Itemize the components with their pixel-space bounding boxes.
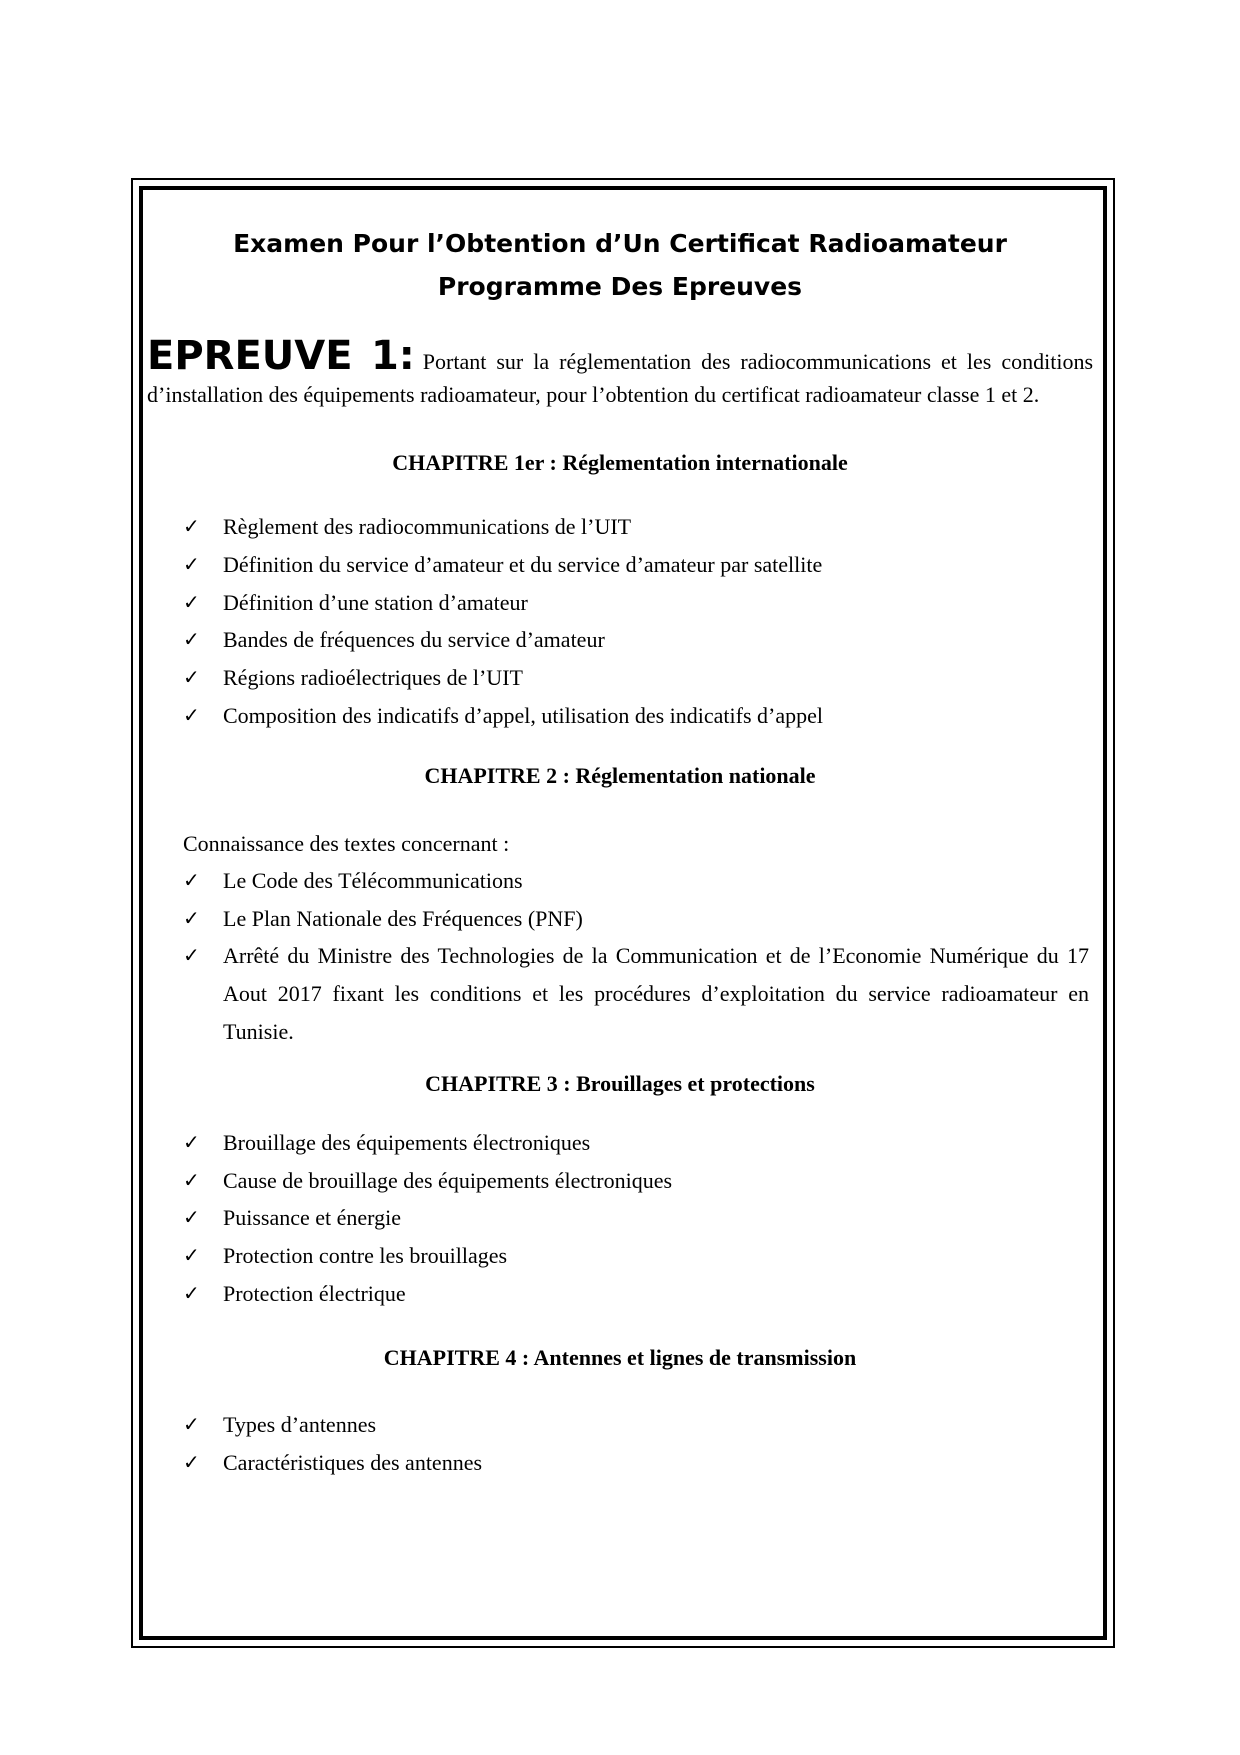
list-item: ✓ Cause de brouillage des équipements électroniques [147, 1162, 1093, 1200]
chapter-2-list [147, 862, 1093, 1051]
list-item: ✓ Puissance et énergie [147, 1199, 1093, 1237]
check-icon: ✓ [183, 1205, 200, 1230]
list-item: ✓ Caractéristiques des antennes [147, 1444, 1093, 1482]
list-item: ✓ Arrêté du Ministre des Technologies de la Communication et de l’Economie Numérique du 17 Aout 2017 fixant les conditions et les procédures d’exploitation du service radioamateur en Tunisie. [147, 937, 1093, 1050]
document-title-line2: Programme Des Epreuves [437, 272, 803, 301]
check-icon: ✓ [183, 589, 200, 614]
check-icon: ✓ [183, 1243, 200, 1268]
check-icon: ✓ [183, 867, 200, 892]
check-icon: ✓ [183, 665, 200, 690]
epreuve-label: EPREUVE 1: [147, 333, 415, 379]
list-item: ✓ Définition du service d’amateur et du service d’amateur par satellite [147, 546, 1093, 584]
check-icon: ✓ [183, 1411, 200, 1436]
chapter-2-title: CHAPITRE 2 : Réglementation nationale [424, 762, 816, 788]
epreuve-text: Portant sur la réglementation des radiocommunications et les conditions d’installation des équipements radioamateur, pour l’obtention du certificat radioamateur classe 1 et 2. [147, 349, 1094, 407]
list-item: ✓ Protection électrique [147, 1275, 1093, 1313]
check-icon: ✓ [183, 627, 200, 652]
document-title-line1: Examen Pour l’Obtention d’Un Certificat Radioamateur [233, 229, 1007, 258]
check-icon: ✓ [183, 1129, 200, 1154]
list-item: ✓ Règlement des radiocommunications de l’UIT [147, 508, 1093, 546]
chapter-4-list [147, 1406, 1093, 1482]
list-item: ✓ Protection contre les brouillages [147, 1237, 1093, 1275]
document-content [147, 222, 1093, 1481]
epreuve-paragraph [147, 333, 1094, 411]
list-item: ✓ Types d’antennes [147, 1406, 1093, 1444]
list-item: ✓ Composition des indicatifs d’appel, utilisation des indicatifs d’appel [147, 697, 1093, 735]
check-icon: ✓ [183, 905, 200, 930]
check-icon: ✓ [183, 702, 200, 727]
check-icon: ✓ [183, 943, 200, 968]
list-item: ✓ Bandes de fréquences du service d’amateur [147, 621, 1093, 659]
check-icon: ✓ [183, 1280, 200, 1305]
chapter-4-title: CHAPITRE 4 : Antennes et lignes de transmission [383, 1344, 857, 1370]
chapter-1-list [147, 508, 1093, 735]
check-icon: ✓ [183, 551, 200, 576]
check-icon: ✓ [183, 1449, 200, 1474]
chapter-3-list [147, 1124, 1093, 1313]
chapter-1-title: CHAPITRE 1er : Réglementation internationale [392, 450, 848, 475]
list-item: ✓ Le Code des Télécommunications [147, 862, 1093, 900]
chapter-3-title: CHAPITRE 3 : Brouillages et protections [425, 1070, 815, 1096]
list-item: ✓ Brouillage des équipements électroniques [147, 1124, 1093, 1162]
list-item: ✓ Définition d’une station d’amateur [147, 584, 1093, 622]
list-item: ✓ Régions radioélectriques de l’UIT [147, 659, 1093, 697]
list-item: ✓ Le Plan Nationale des Fréquences (PNF) [147, 900, 1093, 938]
chapter-2-intro: Connaissance des textes concernant : [183, 830, 510, 856]
check-icon: ✓ [183, 514, 200, 538]
check-icon: ✓ [183, 1167, 200, 1192]
